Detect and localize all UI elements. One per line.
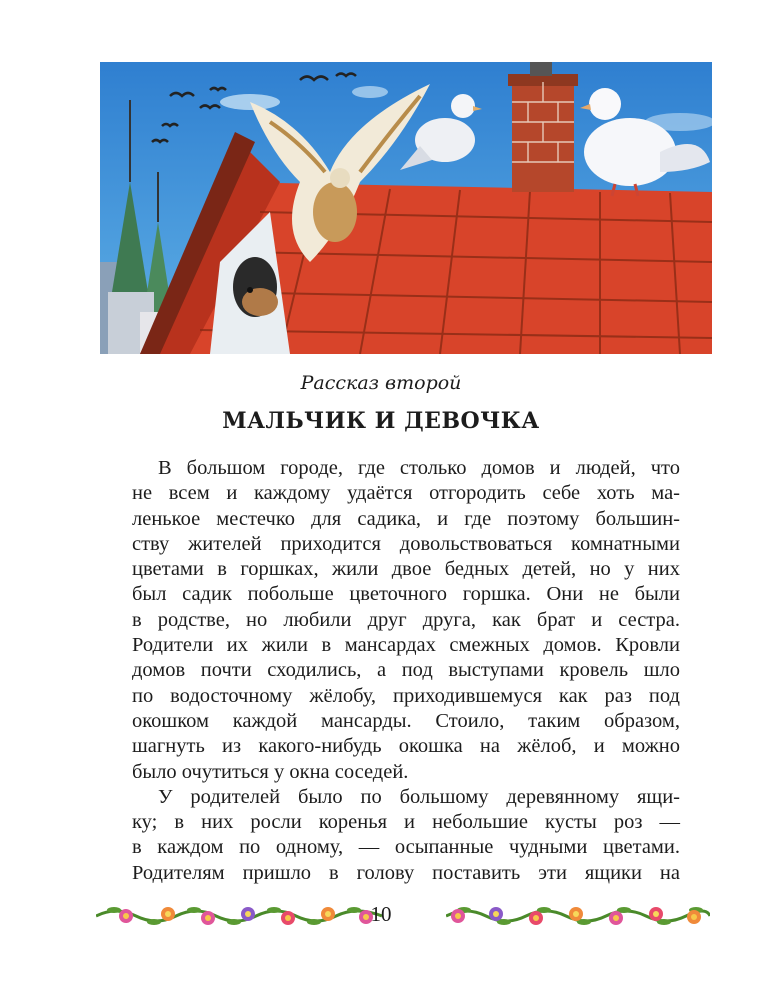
chapter-illustration bbox=[100, 62, 712, 354]
text-line: ству жителей приходится довольствоваться комнатными bbox=[132, 532, 680, 555]
text-line: шагнуть из какого-нибудь окошка на жёлоб, и можно bbox=[132, 735, 680, 758]
text-line: был садик побольше цветочного горшка. Они не были bbox=[132, 583, 680, 606]
paragraph bbox=[132, 785, 680, 886]
text-line: ку; в них росли коренья и небольшие кусты роз — bbox=[132, 811, 680, 834]
text-line: В большом городе, где столько домов и людей, что bbox=[158, 457, 680, 479]
text-line: У родителей было по большому деревянному ящи- bbox=[158, 785, 680, 808]
text-line: Родители их жили в мансардах смежных домов. Кровли bbox=[132, 634, 680, 657]
chapter-subtitle: Рассказ второй bbox=[300, 372, 462, 394]
text-line: Родителям пришло в голову поставить эти ящики на bbox=[132, 861, 680, 884]
text-line: цветами в горшках, жили двое бедных детей, но у них bbox=[132, 558, 680, 581]
floral-garland-right bbox=[446, 896, 710, 936]
text-line: домов почти сходились, а под выступами кровель шло bbox=[132, 659, 680, 682]
text-line: ленькое местечко для садика, и где поэтому большин- bbox=[132, 507, 680, 530]
page-number: 10 bbox=[370, 902, 392, 926]
text-line: было очутиться у окна соседей. bbox=[132, 760, 409, 783]
story-text bbox=[132, 456, 680, 886]
text-line: в родстве, но любили друг друга, как брат и сестра. bbox=[132, 608, 680, 631]
text-line: не всем и каждому удаётся отгородить себе хоть ма- bbox=[132, 482, 680, 505]
paragraph bbox=[132, 456, 680, 785]
text-line: в каждом по одному, — осыпанные чудными цветами. bbox=[132, 836, 680, 859]
chimney bbox=[508, 62, 578, 192]
text-line: окошком каждой мансарды. Стоило, таким образом, bbox=[132, 709, 680, 732]
chapter-title: МАЛЬЧИК И ДЕВОЧКА bbox=[222, 408, 540, 434]
text-line: по водосточному жёлобу, приходившемуся как раз под bbox=[132, 684, 680, 707]
